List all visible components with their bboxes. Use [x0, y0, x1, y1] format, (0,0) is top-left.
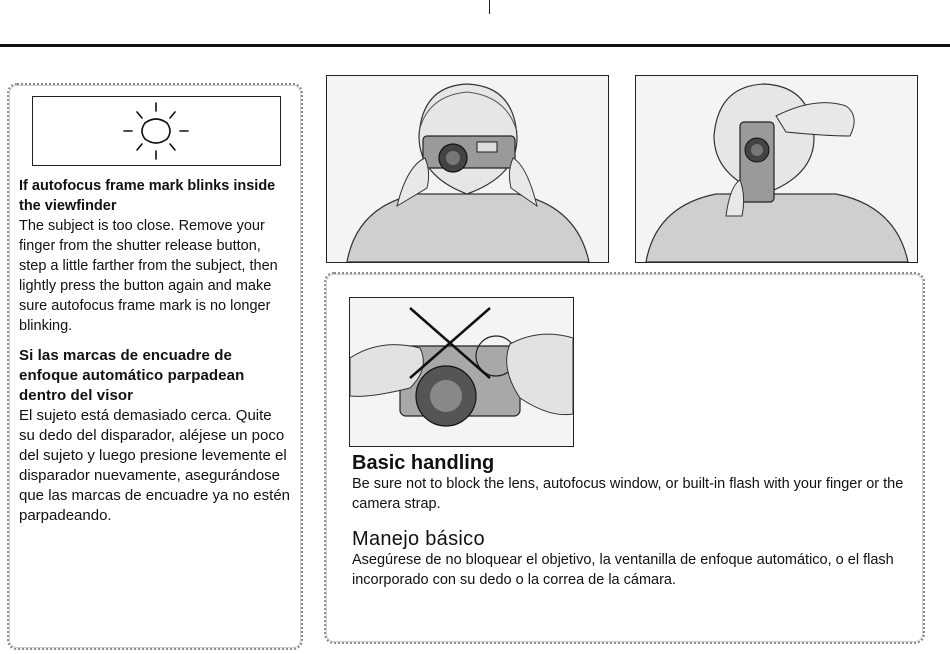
basic-handling-heading-es: Manejo básico [352, 528, 485, 550]
photo-vertical-grip [635, 75, 918, 263]
basic-handling-body-en: Be sure not to block the lens, autofocus window, or built-in flash with your finger or the camera strap. [352, 476, 904, 512]
basic-handling-heading-en: Basic handling [352, 452, 495, 474]
page-center-tick [489, 0, 490, 14]
spanish-block [19, 346, 291, 526]
blinking-af-frame-icon [33, 97, 280, 165]
photo-blocked-lens [349, 297, 574, 447]
blocked-lens-illustration [350, 298, 573, 446]
af-blink-body-es: El sujeto está demasiado cerca. Quite su dedo del disparador, aléjese un poco del sujeto y luego presione levemente el disparador nuevamente, asegurándose que las marcas de encuadre ya no estén parpadeando. [19, 407, 291, 524]
person-holding-camera-vertical-illustration [636, 76, 917, 262]
af-blink-body-en: The subject is too close. Remove your finger from the shutter release button, step a little farther from the subject, then lightly press the button again and make sure autofocus frame mark is no longer blinking. [19, 218, 278, 334]
viewfinder-illustration [32, 96, 281, 166]
af-blink-heading-es: Si las marcas de encuadre de enfoque automático parpadean dentro del visor [19, 347, 245, 404]
left-panel-text [19, 176, 291, 526]
basic-handling-text [352, 452, 912, 590]
person-holding-camera-horizontal-illustration [327, 76, 608, 262]
top-rule [0, 44, 950, 47]
basic-handling-body-es: Asegúrese de no bloquear el objetivo, la ventanilla de enfoque automático, o el flash incorporado con su dedo o la correa de la cámara. [352, 552, 894, 588]
photo-horizontal-grip [326, 75, 609, 263]
af-blink-heading-en: If autofocus frame mark blinks inside the viewfinder [19, 178, 276, 214]
